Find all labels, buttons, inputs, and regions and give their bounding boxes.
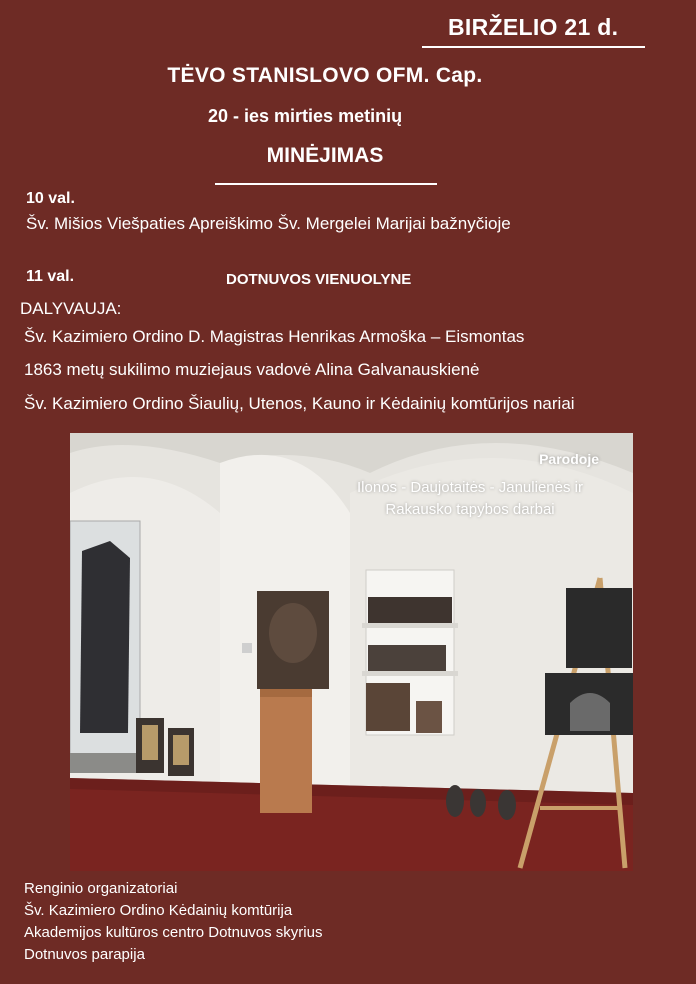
organizer-item: Akademijos kultūros centro Dotnuvos skyrius [24, 924, 323, 941]
participants-label: DALYVAUJA: [20, 299, 122, 318]
event-heading: MINĖJIMAS [266, 144, 384, 167]
event-date: BIRŽELIO 21 d. [448, 14, 619, 40]
organizer-item: Dotnuvos parapija [24, 946, 145, 963]
participant-item: Šv. Kazimiero Ordino Šiaulių, Utenos, Kauno ir Kėdainių komtūrijos nariai [24, 394, 575, 413]
event-subtitle: 20 - ies mirties metinių [208, 106, 403, 126]
exhibition-line-2: Rakausko tapybos darbai [385, 501, 555, 518]
event-title: TĖVO STANISLOVO OFM. Cap. [167, 64, 483, 87]
exhibition-line-1: Ilonos - Daujotaitės - Janulienės ir [357, 479, 583, 496]
schedule-time-first: 10 val. [26, 190, 75, 207]
heading-underline [215, 183, 437, 185]
exhibition-title: Parodoje [539, 451, 599, 467]
schedule-text-first: Šv. Mišios Viešpaties Apreiškimo Šv. Mergelei Marijai bažnyčioje [26, 214, 511, 233]
organizer-item: Šv. Kazimiero Ordino Kėdainių komtūrija [24, 902, 293, 919]
schedule-venue: DOTNUVOS VIENUOLYNE [226, 271, 412, 288]
exhibition-photo [70, 433, 633, 871]
room-illustration [70, 433, 633, 871]
schedule-time-second: 11 val. [26, 268, 75, 285]
organizers-label: Renginio organizatoriai [24, 880, 178, 897]
participant-item: 1863 metų sukilimo muziejaus vadovė Alina Galvanauskienė [24, 360, 480, 379]
date-underline [422, 46, 645, 48]
participant-item: Šv. Kazimiero Ordino D. Magistras Henrikas Armoška – Eismontas [24, 327, 525, 346]
